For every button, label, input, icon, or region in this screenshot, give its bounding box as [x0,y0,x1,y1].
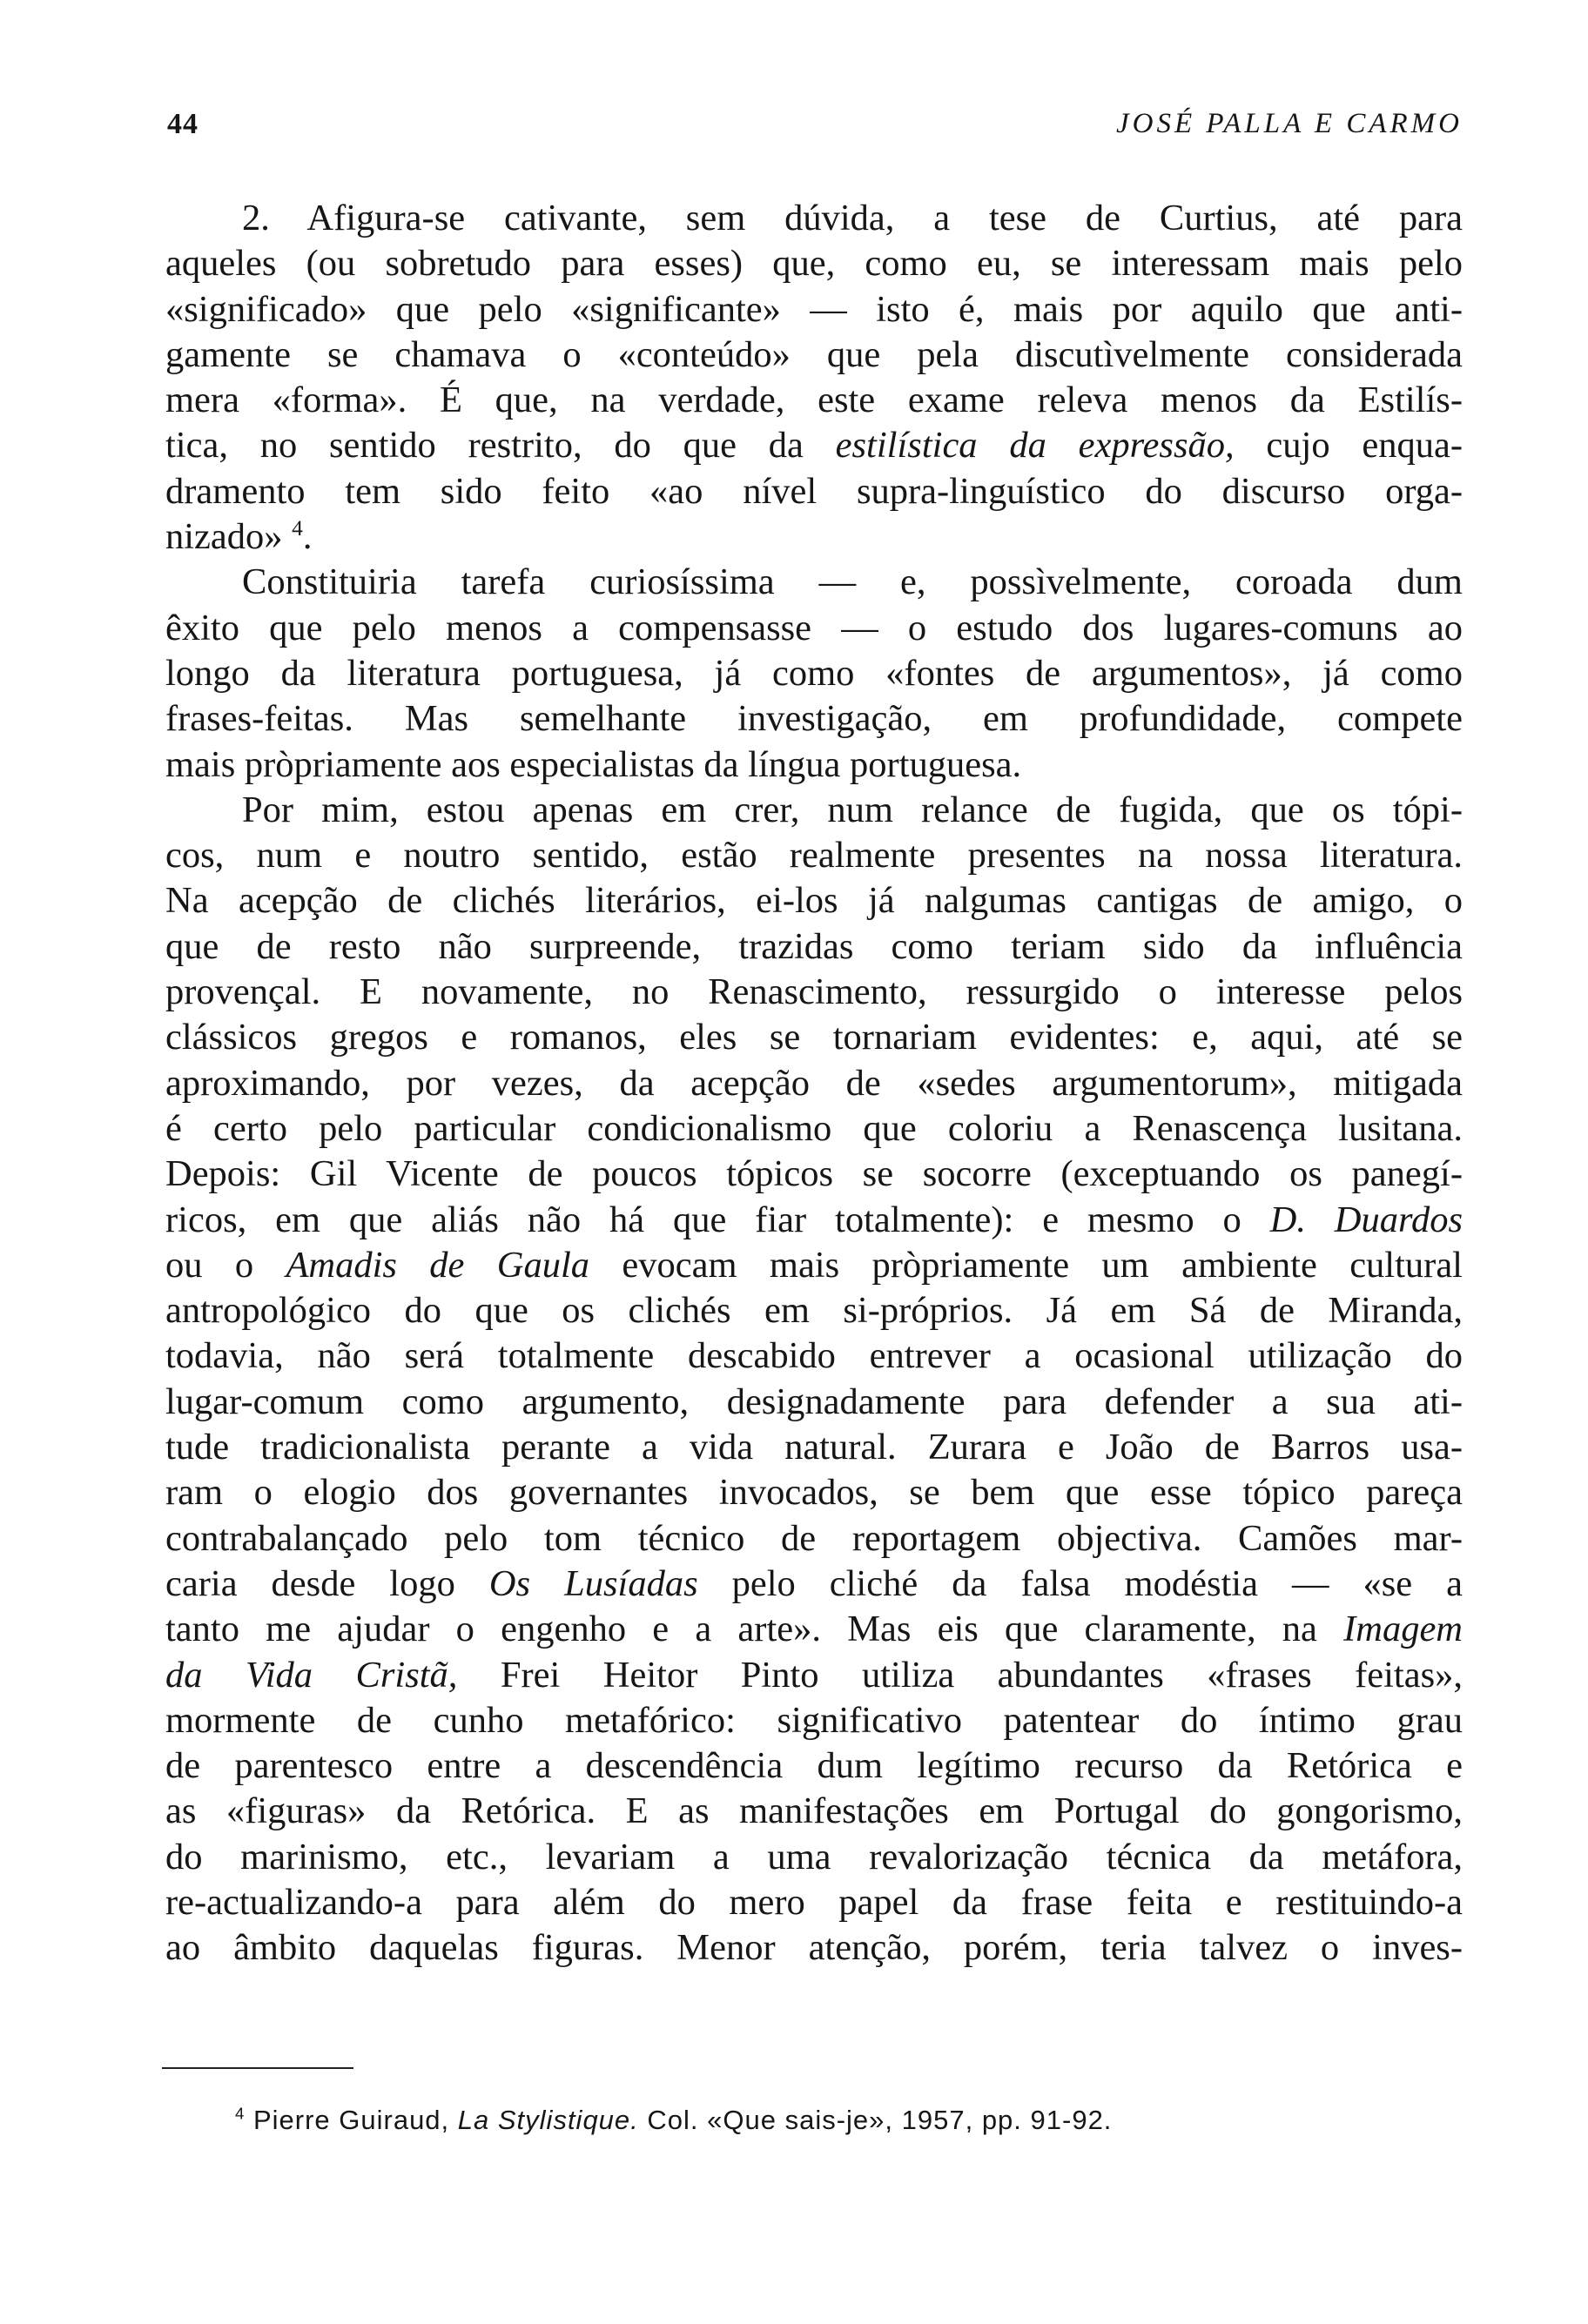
text-line: mormente de cunho metafórico: significativo patentear do íntimo grau [165,1699,1463,1741]
text-line: «significado» que pelo «significante» — isto é, mais por aquilo que anti- [165,288,1463,330]
text-line: contrabalançado pelo tom técnico de reportagem objectiva. Camões mar- [165,1517,1463,1559]
footnote-citation: Col. «Que sais-je», 1957, pp. 91-92. [638,2105,1113,2135]
footnote-reference[interactable]: 4 [292,514,303,541]
running-head: JOSÉ PALLA E CARMO [1115,108,1463,139]
text-line: é certo pelo particular condicionalismo que coloriu a Renascença lusitana. [165,1107,1463,1149]
footnote-divider [162,2067,353,2069]
text-line: mera «forma». É que, na verdade, este exame releva menos da Estilís- [165,379,1463,421]
text-line: ram o elogio dos governantes invocados, se bem que esse tópico pareça [165,1472,1463,1514]
footnote-author: Pierre Guiraud, [245,2105,458,2135]
text-line: Constituiria tarefa curiosíssima — e, possìvelmente, coroada dum [242,561,1463,603]
text-line: mais pròpriamente aos especialistas da língua portuguesa. [165,743,1022,785]
text-line: tica, no sentido restrito, do que da estilística da expressão, cujo enqua- [165,425,1463,467]
text-line: frases-feitas. Mas semelhante investigação, em profundidade, compete [165,698,1463,740]
page-number: 44 [167,108,198,140]
text-line: provençal. E novamente, no Renascimento, ressurgido o interesse pelos [165,971,1463,1013]
text-line: Depois: Gil Vicente de poucos tópicos se socorre (exceptuando os panegí- [165,1153,1463,1195]
text-line: que de resto não surpreende, trazidas como teriam sido da influência [165,925,1463,967]
text-line: clássicos gregos e romanos, eles se tornariam evidentes: e, aqui, até se [165,1017,1463,1058]
text-line: gamente se chamava o «conteúdo» que pela discutìvelmente considerada [165,333,1463,375]
text-line: dramento tem sido feito «ao nível supra-linguístico do discurso orga- [165,470,1463,512]
footnote-marker: 4 [235,2104,246,2123]
text-line: da Vida Cristã, Frei Heitor Pinto utiliza abundantes «frases feitas», [165,1654,1463,1696]
text-line: Na acepção de clichés literários, ei-los já nalgumas cantigas de amigo, o [165,880,1463,922]
text-line: ao âmbito daquelas figuras. Menor atenção, porém, teria talvez o inves- [165,1927,1463,1969]
text-line: todavia, não será totalmente descabido entrever a ocasional utilização do [165,1335,1463,1377]
footnote-title: La Stylistique. [457,2105,639,2135]
text-line: tude tradicionalista perante a vida natural. Zurara e João de Barros usa- [165,1427,1463,1468]
paragraph-2 [165,560,1463,787]
text-line: ricos, em que aliás não há que fiar totalmente): e mesmo o D. Duardos [165,1199,1463,1240]
paragraph-3 [165,788,1463,1971]
text-line: longo da literatura portuguesa, já como «fontes de argumentos», já como [165,652,1463,694]
text-line: nizado» $^4$. [165,514,313,558]
text-line: cos, num e noutro sentido, estão realmente presentes na nossa literatura. [165,835,1463,877]
text-line: aproximando, por vezes, da acepção de «sedes argumentorum», mitigada [165,1062,1463,1104]
paragraph-1 [165,196,1463,560]
footnote [235,2105,1112,2136]
text-line: de parentesco entre a descendência dum legítimo recurso da Retórica e [165,1745,1463,1787]
text-line: do marinismo, etc., levariam a uma revalorização técnica da metáfora, [165,1836,1463,1877]
body-text [165,196,1463,1971]
text-line: aqueles (ou sobretudo para esses) que, como eu, se interessam mais pelo [165,243,1463,285]
text-line: as «figuras» da Retórica. E as manifestações em Portugal do gongorismo, [165,1790,1463,1832]
text-line: tanto me ajudar o engenho e a arte». Mas eis que claramente, na Imagem [165,1609,1463,1650]
text-line: re-actualizando-a para além do mero papel da frase feita e restituindo-a [165,1881,1463,1923]
text-line: ou o Amadis de Gaula evocam mais pròpriamente um ambiente cultural [165,1244,1463,1286]
text-line: antropológico do que os clichés em si-próprios. Já em Sá de Miranda, [165,1290,1463,1332]
text-line: êxito que pelo menos a compensasse — o estudo dos lugares-comuns ao [165,607,1463,648]
text-line: Por mim, estou apenas em crer, num relance de fugida, que os tópi- [242,789,1463,830]
text-line: lugar-comum como argumento, designadamente para defender a sua ati- [165,1380,1463,1422]
text-line: caria desde logo Os Lusíadas pelo cliché da falsa modéstia — «se a [165,1562,1463,1604]
text-line: 2. Afigura-se cativante, sem dúvida, a tese de Curtius, até para [242,198,1463,238]
